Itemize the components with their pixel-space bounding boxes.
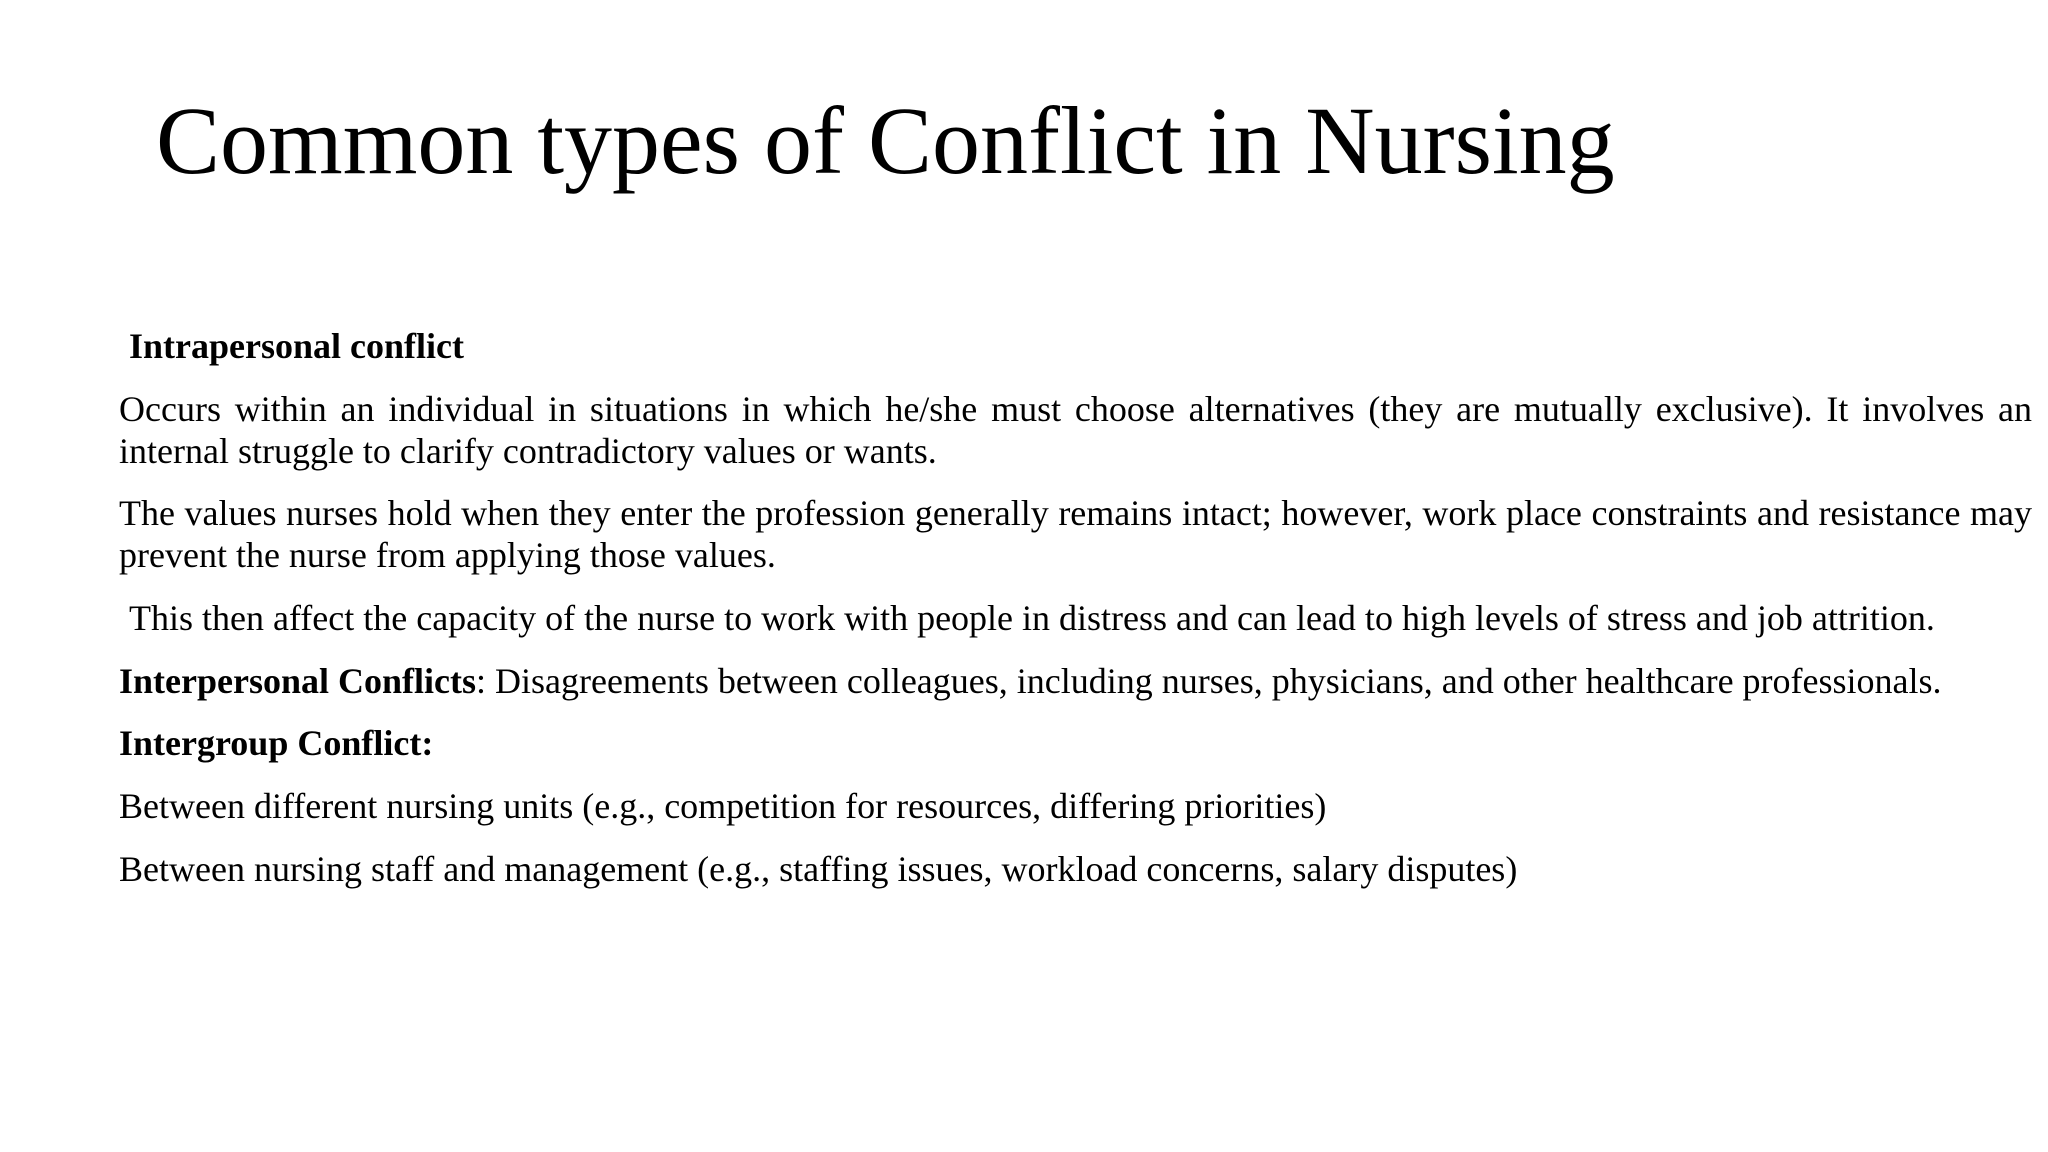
slide-body — [119, 326, 2032, 891]
slide-title: Common types of Conflict in Nursing — [156, 87, 1615, 194]
intergroup-management-paragraph: Between nursing staff and management (e.g., staffing issues, workload concerns, salary disputes) — [119, 848, 1518, 889]
intergroup-units-paragraph: Between different nursing units (e.g., competition for resources, differing priorities) — [119, 786, 1327, 826]
intergroup-heading: Intergroup Conflict: — [119, 723, 434, 764]
interpersonal-paragraph — [119, 661, 2032, 703]
interpersonal-term: Interpersonal Conflicts — [119, 660, 476, 701]
intrapersonal-definition: Occurs within an individual in situations in which he/she must choose alternatives (they are mutually exclusive). It involves an internal struggle to clarify contradictory values or wants. — [119, 388, 2032, 471]
intrapersonal-effect-paragraph: This then affect the capacity of the nurse to work with people in distress and can lead to high levels of stress and job attrition. — [129, 597, 1935, 638]
intrapersonal-values-paragraph: The values nurses hold when they enter the profession generally remains intact; however, work place constraints and resistance may prevent the nurse from applying those values. — [119, 493, 2032, 575]
intrapersonal-heading: Intrapersonal conflict — [129, 326, 464, 366]
interpersonal-definition: : Disagreements between colleagues, including nurses, physicians, and other healthcare professionals. — [475, 660, 1942, 701]
